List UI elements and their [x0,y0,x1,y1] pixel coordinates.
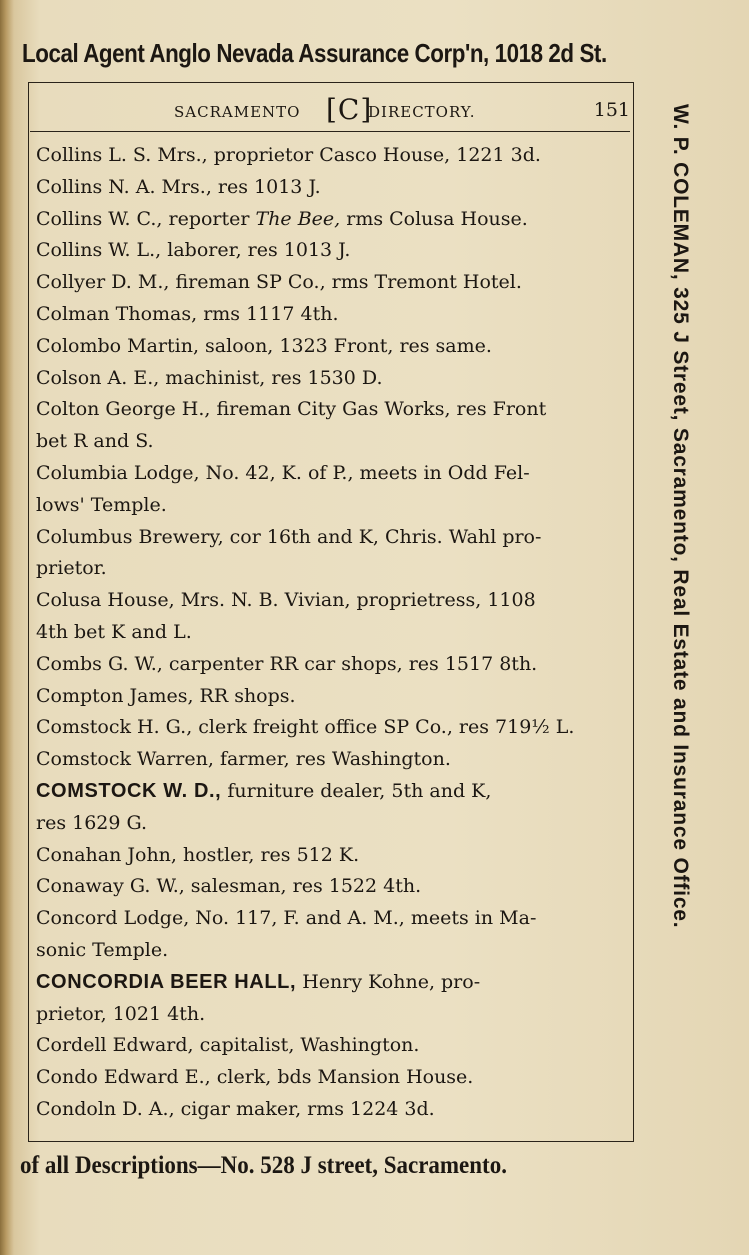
directory-entry [36,776,626,840]
directory-entry [36,267,626,299]
entry-text: Condoln D. A., cigar maker, rms 1224 3d. [36,1097,435,1120]
header-letter: [C] [326,93,373,126]
entry-text: Comstock H. G., clerk freight office SP Co., res 719½ L. [36,716,575,739]
directory-entry [36,235,626,267]
directory-entry [36,871,626,903]
entry-text: Collins L. S. Mrs., proprietor Casco House, 1221 3d. [36,144,541,166]
entry-text: Collins W. L., laborer, res 1013 J. [36,239,351,262]
entry-continuation: 4th bet K and L. [36,620,192,643]
directory-entry [36,681,626,713]
entry-text: Columbia Lodge, No. 42, K. of P., meets in Odd Fel- [36,461,530,484]
page-number: 151 [593,99,630,121]
header-city: SACRAMENTO [174,103,301,121]
entry-continuation: sonic Temple. [36,938,169,961]
entry-continuation: prietor. [36,557,107,580]
entry-continuation: bet R and S. [36,430,154,453]
entry-text: Collins N. A. Mrs., res 1013 J. [36,175,321,198]
entry-text: Cordell Edward, capitalist, Washington. [36,1034,420,1057]
directory-entry [36,172,626,204]
directory-entry [36,840,626,872]
entry-text: Colman Thomas, rms 1117 4th. [36,302,339,325]
top-advertisement: Local Agent Anglo Nevada Assurance Corp'n, 1018 2d St. [22,38,607,68]
header-rule [30,131,630,132]
directory-entry [36,299,626,331]
directory-entry [36,1062,626,1094]
entry-text: Colusa House, Mrs. N. B. Vivian, proprietress, 1108 [36,589,536,612]
entry-text: Colombo Martin, saloon, 1323 Front, res same. [36,334,492,357]
entry-text: Conahan John, hostler, res 512 K. [36,843,360,866]
entry-text: Compton James, RR shops. [36,684,296,707]
entry-text: Comstock Warren, farmer, res Washington. [36,748,451,771]
entry-text: Collins W. C., reporter [36,207,256,230]
entry-name: CONCORDIA BEER HALL, [36,970,297,993]
directory-entries [36,140,626,1126]
entry-text: Henry Kohne, pro- [296,970,481,993]
directory-entry [36,1030,626,1062]
directory-entry [36,712,626,744]
directory-entry [36,649,626,681]
entry-text: Combs G. W., carpenter RR car shops, res 1517 8th. [36,652,538,675]
entry-text: Colton George H., fireman City Gas Works, res Front [36,398,547,421]
entry-publication: The Bee, [255,207,341,230]
side-advertisement: W. P. COLEMAN, 325 J Street, Sacramento, Real Estate and Insurance Office. [669,104,692,929]
directory-entry [36,394,626,458]
entry-name: COMSTOCK W. D., [36,779,222,802]
entry-continuation: prietor, 1021 4th. [36,1002,206,1025]
entry-continuation: res 1629 G. [36,811,148,834]
running-header [28,93,632,129]
directory-entry [36,331,626,363]
entry-text: furniture dealer, 5th and K, [221,779,492,802]
directory-entry [36,363,626,395]
directory-entry [36,585,626,649]
entry-text: Concord Lodge, No. 117, F. and A. M., meets in Ma- [36,907,537,930]
directory-entry [36,458,626,522]
entry-text: rms Colusa House. [340,207,528,230]
directory-entry [36,744,626,776]
directory-entry [36,204,626,236]
entry-text: Collyer D. M., fireman SP Co., rms Tremont Hotel. [36,271,522,294]
entry-continuation: lows' Temple. [36,493,167,516]
header-title: DIRECTORY. [368,103,476,121]
directory-entry [36,967,626,1031]
entry-text: Condo Edward E., clerk, bds Mansion House. [36,1066,474,1089]
directory-entry [36,1094,626,1126]
bottom-advertisement: of all Descriptions—No. 528 J street, Sacramento. [20,1152,507,1179]
entry-text: Conaway G. W., salesman, res 1522 4th. [36,875,422,898]
directory-entry [36,140,626,172]
entry-text: Colson A. E., machinist, res 1530 D. [36,366,383,389]
directory-entry [36,903,626,967]
entry-text: Columbus Brewery, cor 16th and K, Chris. Wahl pro- [36,525,542,548]
directory-entry [36,522,626,586]
